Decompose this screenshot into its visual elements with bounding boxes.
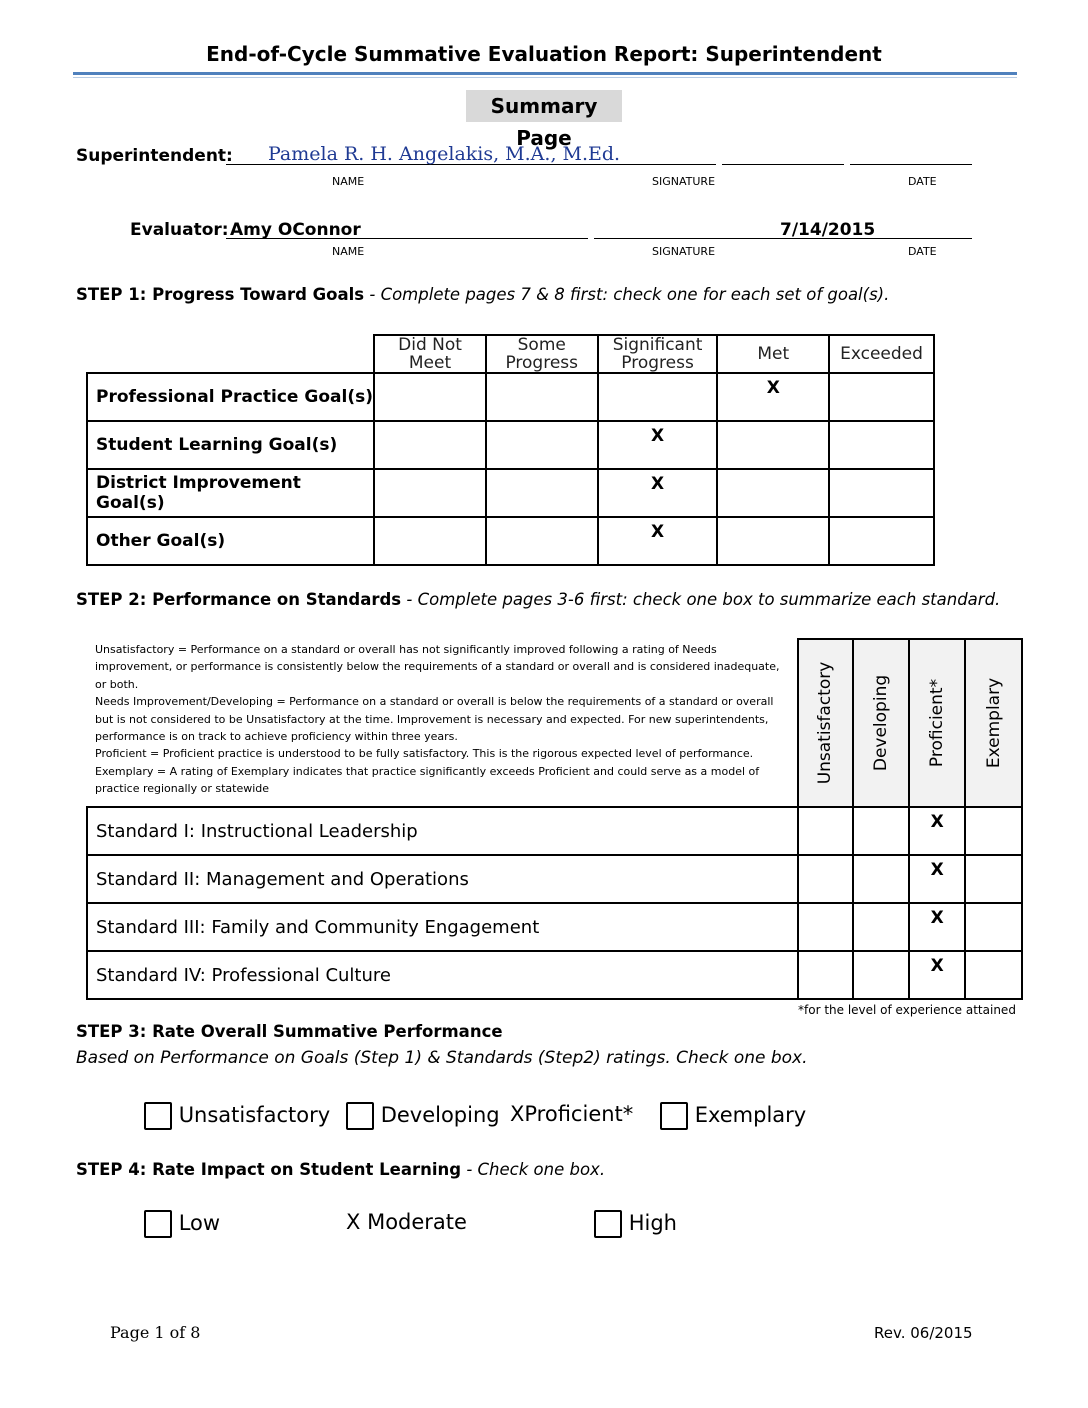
superintendent-signature-line <box>722 164 844 165</box>
table-row <box>87 373 934 421</box>
goal-checkbox-cell[interactable] <box>486 373 598 421</box>
step1-instruction: - Complete pages 7 & 8 first: check one for each set of goal(s). <box>364 285 890 304</box>
goal-checkbox-cell[interactable] <box>374 421 486 469</box>
checkbox[interactable] <box>346 1102 374 1130</box>
revision-date: Rev. 06/2015 <box>874 1324 973 1342</box>
superintendent-name[interactable]: Pamela R. H. Angelakis, M.A., M.Ed. <box>268 143 621 165</box>
standards-col-developing: Developing <box>853 639 909 807</box>
table-row <box>87 517 934 565</box>
selected-mark: X <box>510 1102 525 1126</box>
standard-checkbox-cell[interactable] <box>965 951 1022 999</box>
impact-option-moderate[interactable]: X Moderate <box>346 1210 467 1234</box>
table-row <box>87 903 1022 951</box>
page-subtitle: Summary Page <box>466 90 622 122</box>
goal-checkbox-cell[interactable] <box>486 469 598 517</box>
table-row <box>87 855 1022 903</box>
step4-instruction: - Check one box. <box>461 1160 606 1179</box>
standard-checkbox-cell[interactable] <box>965 807 1022 855</box>
standards-header-row <box>87 639 1022 807</box>
evaluator-date-caption: DATE <box>908 245 937 258</box>
standards-col-proficient: Proficient* <box>909 639 965 807</box>
goals-col-some-progress: Some Progress <box>486 335 598 373</box>
report-title: End-of-Cycle Summative Evaluation Report: Superintendent <box>206 42 882 66</box>
standard-checkbox-cell[interactable] <box>853 855 909 903</box>
goals-col-met: Met <box>717 335 829 373</box>
step3-title: STEP 3: Rate Overall Summative Performance <box>76 1022 503 1041</box>
goal-row-label: District Improvement Goal(s) <box>87 469 374 517</box>
overall-option-developing[interactable]: Developing <box>346 1102 500 1130</box>
definition-exemplary: Exemplary = A rating of Exemplary indicates that practice significantly exceeds Proficient and could serve as a model of practice regionally or statewide <box>95 764 760 796</box>
standard-row-label: Standard IV: Professional Culture <box>87 951 798 999</box>
goals-header-blank <box>87 335 374 373</box>
goal-checkbox-cell[interactable]: X <box>598 517 718 565</box>
step2-instruction: - Complete pages 3-6 first: check one box to summarize each standard. <box>401 590 1001 609</box>
goals-header-row <box>87 335 934 373</box>
title-divider-light <box>73 77 1017 78</box>
page-number: Page 1 of 8 <box>110 1323 201 1342</box>
goal-row-label: Professional Practice Goal(s) <box>87 373 374 421</box>
standards-col-unsatisfactory: Unsatisfactory <box>798 639 854 807</box>
goal-checkbox-cell[interactable]: X <box>598 421 718 469</box>
goal-checkbox-cell[interactable] <box>486 517 598 565</box>
step1-heading <box>76 285 889 304</box>
overall-option-exemplary[interactable]: Exemplary <box>660 1102 806 1130</box>
table-row <box>87 807 1022 855</box>
standard-checkbox-cell[interactable]: X <box>909 903 965 951</box>
goal-checkbox-cell[interactable] <box>374 373 486 421</box>
goal-checkbox-cell[interactable] <box>374 517 486 565</box>
standard-checkbox-cell[interactable] <box>965 855 1022 903</box>
standard-checkbox-cell[interactable] <box>853 951 909 999</box>
goal-checkbox-cell[interactable]: X <box>598 469 718 517</box>
superintendent-label: Superintendent: <box>76 146 233 166</box>
goal-checkbox-cell[interactable] <box>717 517 829 565</box>
impact-option-high[interactable]: High <box>594 1210 677 1238</box>
goal-row-label: Other Goal(s) <box>87 517 374 565</box>
superintendent-date-line <box>850 164 972 165</box>
selected-mark: X <box>346 1210 361 1234</box>
evaluator-date[interactable]: 7/14/2015 <box>780 220 876 240</box>
standard-checkbox-cell[interactable]: X <box>909 855 965 903</box>
checkbox[interactable] <box>660 1102 688 1130</box>
goal-checkbox-cell[interactable] <box>598 373 718 421</box>
goal-checkbox-cell[interactable] <box>829 469 934 517</box>
overall-option-unsatisfactory[interactable]: Unsatisfactory <box>144 1102 330 1130</box>
definition-proficient: Proficient = Proficient practice is understood to be fully satisfactory. This is the rigorous expected level of performance. <box>95 747 754 761</box>
standard-checkbox-cell[interactable]: X <box>909 807 965 855</box>
standard-row-label: Standard I: Instructional Leadership <box>87 807 798 855</box>
step2-heading <box>76 590 1000 609</box>
goal-checkbox-cell[interactable] <box>717 421 829 469</box>
goals-col-exceeded: Exceeded <box>829 335 934 373</box>
evaluator-name[interactable]: Amy OConnor <box>230 220 361 240</box>
goal-checkbox-cell[interactable] <box>717 469 829 517</box>
standard-checkbox-cell[interactable] <box>798 951 854 999</box>
standards-table <box>86 638 1023 1000</box>
goal-checkbox-cell[interactable] <box>374 469 486 517</box>
definition-unsatisfactory: Unsatisfactory = Performance on a standard or overall has not significantly improved following a rating of Needs improvement, or performance is consistently below the requirements of a standard or overall and is considered inadequate, or both. <box>95 643 780 691</box>
goal-row-label: Student Learning Goal(s) <box>87 421 374 469</box>
title-divider <box>73 72 1017 75</box>
table-row <box>87 469 934 517</box>
goal-checkbox-cell[interactable]: X <box>717 373 829 421</box>
standard-checkbox-cell[interactable] <box>798 855 854 903</box>
rating-definitions <box>87 639 798 807</box>
goal-checkbox-cell[interactable] <box>829 373 934 421</box>
standard-checkbox-cell[interactable] <box>853 903 909 951</box>
checkbox[interactable] <box>144 1102 172 1130</box>
step3-instruction: Based on Performance on Goals (Step 1) & Standards (Step2) ratings. Check one box. <box>76 1048 808 1068</box>
step2-title: STEP 2: Performance on Standards <box>76 590 402 609</box>
goals-col-did-not-meet: Did Not Meet <box>374 335 486 373</box>
goals-table <box>86 334 935 566</box>
step4-title: STEP 4: Rate Impact on Student Learning <box>76 1160 462 1179</box>
step1-title: STEP 1: Progress Toward Goals <box>76 285 365 304</box>
standard-checkbox-cell[interactable] <box>798 807 854 855</box>
standard-checkbox-cell[interactable]: X <box>909 951 965 999</box>
standard-checkbox-cell[interactable] <box>965 903 1022 951</box>
evaluator-signature-caption: SIGNATURE <box>652 245 716 258</box>
goal-checkbox-cell[interactable] <box>829 517 934 565</box>
proficient-footnote: *for the level of experience attained <box>798 1003 1016 1017</box>
definition-developing: Needs Improvement/Developing = Performance on a standard or overall is below the requirements of a standard or overall but is not considered to be Unsatisfactory at the time. Improvement is necessary and expected. For new superintendents, performance is on track to achieve proficiency within three years. <box>95 695 774 744</box>
overall-option-proficient[interactable]: XProficient* <box>510 1102 634 1126</box>
table-row <box>87 951 1022 999</box>
goal-checkbox-cell[interactable] <box>486 421 598 469</box>
superintendent-signature-caption: SIGNATURE <box>652 175 716 188</box>
standard-row-label: Standard III: Family and Community Engagement <box>87 903 798 951</box>
superintendent-name-caption: NAME <box>332 175 365 188</box>
checkbox[interactable] <box>594 1210 622 1238</box>
standards-col-exemplary: Exemplary <box>965 639 1022 807</box>
checkbox[interactable] <box>144 1210 172 1238</box>
goals-col-significant-progress: Significant Progress <box>598 335 718 373</box>
evaluator-name-caption: NAME <box>332 245 365 258</box>
goal-checkbox-cell[interactable] <box>829 421 934 469</box>
step4-heading <box>76 1160 605 1179</box>
standard-row-label: Standard II: Management and Operations <box>87 855 798 903</box>
table-row <box>87 421 934 469</box>
standard-checkbox-cell[interactable] <box>853 807 909 855</box>
impact-option-low[interactable]: Low <box>144 1210 220 1238</box>
evaluator-label: Evaluator: <box>130 220 229 240</box>
superintendent-date-caption: DATE <box>908 175 937 188</box>
standard-checkbox-cell[interactable] <box>798 903 854 951</box>
